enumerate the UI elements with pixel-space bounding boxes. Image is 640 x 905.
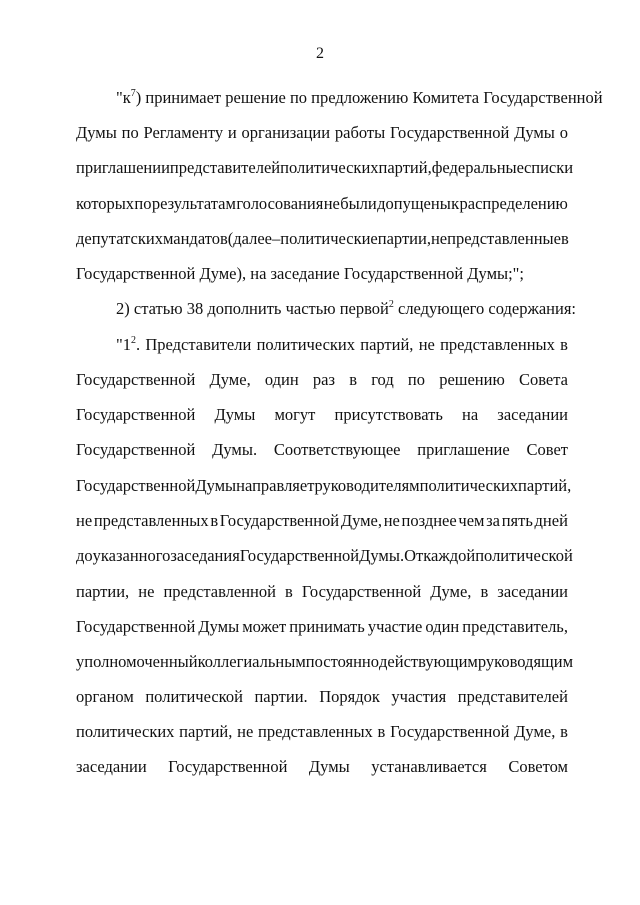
text-line: [116, 335, 568, 355]
text-word: заседании: [497, 582, 568, 601]
text-word: не: [237, 722, 254, 741]
text-word: Думы: [308, 757, 350, 776]
text-word: Думе,: [430, 582, 472, 601]
text-word: партий,: [378, 158, 432, 177]
text-word: списки: [523, 158, 574, 177]
text-word: политические: [280, 229, 378, 248]
text-word: Государственной: [76, 440, 196, 459]
text-line: [76, 652, 574, 672]
text-word: один: [264, 370, 299, 389]
text-word: Порядок: [319, 687, 380, 706]
text-word: год: [371, 370, 394, 389]
text-word: организации: [241, 123, 331, 142]
text-line: [76, 440, 568, 460]
text-word: партии.: [254, 687, 308, 706]
text-word: распределению: [459, 194, 568, 213]
text-word: в: [210, 511, 219, 530]
text-word: принимать: [289, 617, 365, 636]
text-word: действующим: [379, 652, 478, 671]
text-line: [76, 546, 573, 566]
text-word: Государственной: [76, 405, 196, 424]
text-word: Государственной: [390, 722, 510, 741]
text-word: Думе,: [514, 722, 556, 741]
superscript: 7: [130, 88, 136, 99]
text-word: приглашение: [417, 440, 510, 459]
text-word: органом: [76, 687, 134, 706]
text-word: не: [138, 582, 155, 601]
text-word: которых: [76, 194, 135, 213]
text-word: "$1^2$.: [116, 335, 141, 354]
text-word: Думе,: [209, 370, 251, 389]
text-line: Государственной Думе), на заседание Государственной Думы;";: [76, 264, 524, 283]
text-word: Думе,: [340, 511, 382, 530]
text-line: [76, 511, 568, 531]
text-word: представитель,: [462, 617, 568, 636]
text-line: [76, 229, 568, 249]
text-word: не: [76, 511, 93, 530]
text-word: Представители: [145, 335, 252, 354]
text-word: не: [430, 229, 448, 248]
text-word: (далее: [227, 229, 273, 248]
text-word: заседании: [497, 405, 568, 424]
text-word: Думы: [514, 123, 555, 142]
text-line: [76, 617, 568, 637]
text-word: представленных: [258, 722, 373, 741]
text-word: по: [407, 370, 425, 389]
text-word: были: [340, 194, 377, 213]
text-word: Государственной: [168, 757, 288, 776]
text-word: позднее: [401, 511, 457, 530]
text-word: –: [272, 229, 281, 248]
text-word: чем: [458, 511, 485, 530]
text-word: Соответствующее: [273, 440, 401, 459]
text-word: уполномоченный: [76, 652, 198, 671]
text-line: [76, 722, 568, 742]
text-word: приглашении: [76, 158, 170, 177]
text-word: о: [559, 123, 568, 142]
text-word: в: [349, 370, 357, 389]
text-line: [76, 757, 568, 777]
text-word: политических: [280, 158, 379, 177]
text-word: "$к^7$) принимает решение по предложению Комитета Государственной: [116, 88, 603, 107]
text-word: представленной: [163, 582, 276, 601]
text-word: голосования: [236, 194, 324, 213]
text-line: [76, 370, 568, 390]
text-line: [76, 476, 572, 496]
text-word: представленных: [93, 511, 209, 530]
text-word: заседании: [76, 757, 147, 776]
text-word: участие: [367, 617, 423, 636]
text-word: Думы: [198, 617, 240, 636]
text-word: Совета: [518, 370, 568, 389]
text-word: в: [377, 722, 386, 741]
text-line: [76, 194, 568, 214]
text-word: Государственной: [76, 617, 196, 636]
text-word: и: [227, 123, 237, 142]
text-word: один: [425, 617, 460, 636]
text-word: коллегиальным: [197, 652, 306, 671]
text-word: Думы.: [359, 546, 405, 565]
text-word: руководящим: [477, 652, 574, 671]
text-word: депутатских: [76, 229, 163, 248]
text-word: партий,: [518, 476, 572, 495]
text-word: постоянно: [305, 652, 380, 671]
text-word: по: [134, 194, 152, 213]
text-word: От: [404, 546, 424, 565]
text-word: Регламенту: [143, 123, 224, 142]
text-word: политических: [419, 476, 519, 495]
text-line: [76, 582, 568, 602]
text-word: руководителям: [314, 476, 420, 495]
text-word: за: [486, 511, 500, 530]
text-word: может: [242, 617, 287, 636]
text-word: дней: [534, 511, 568, 530]
text-word: представленных: [440, 335, 555, 354]
text-word: не: [323, 194, 340, 213]
text-word: партий,: [360, 335, 414, 354]
text-word: на: [462, 405, 479, 424]
text-word: партии,: [76, 582, 130, 601]
text-word: направляет: [236, 476, 315, 495]
text-word: указанного: [92, 546, 171, 565]
text-word: мандатов: [162, 229, 228, 248]
text-word: Думы: [214, 405, 256, 424]
text-word: Государственной: [239, 546, 360, 565]
text-word: допущены: [377, 194, 451, 213]
text-word: Государственной: [219, 511, 340, 530]
text-word: могут: [274, 405, 316, 424]
text-word: в: [285, 582, 293, 601]
text-word: к: [451, 194, 460, 213]
text-word: не: [418, 335, 435, 354]
text-word: политической: [475, 546, 573, 565]
page-number: 2: [316, 45, 324, 62]
text-word: Думы: [76, 123, 117, 142]
text-word: решению: [439, 370, 505, 389]
text-word: до: [76, 546, 93, 565]
text-word: результатам: [151, 194, 236, 213]
text-word: Советом: [508, 757, 568, 776]
text-word: политических: [76, 722, 175, 741]
text-word: участия: [391, 687, 447, 706]
text-word: представителей: [169, 158, 281, 177]
text-word: работы: [334, 123, 386, 142]
text-word: федеральные: [431, 158, 524, 177]
text-word: Совет: [526, 440, 568, 459]
text-word: заседания: [170, 546, 240, 565]
text-line: [116, 88, 603, 108]
text-word: Думы.: [212, 440, 258, 459]
text-word: Думы: [195, 476, 237, 495]
text-word: раз: [312, 370, 336, 389]
text-line: [76, 687, 568, 707]
text-word: политической: [145, 687, 243, 706]
text-word: в: [480, 582, 489, 601]
text-line: [76, 405, 568, 425]
text-word: не: [383, 511, 400, 530]
text-word: устанавливается: [371, 757, 487, 776]
text-word: в: [560, 722, 568, 741]
text-word: присутствовать: [334, 405, 443, 424]
text-word: каждой: [423, 546, 476, 565]
text-word: Государственной: [76, 476, 196, 495]
text-word: представителей: [457, 687, 568, 706]
text-line: 2) статью 38 дополнить частью первой$^2$ следующего содержания:: [116, 299, 577, 318]
text-word: в: [560, 229, 569, 248]
superscript: 2: [131, 335, 136, 346]
superscript: 2: [388, 299, 394, 310]
text-word: Государственной: [389, 123, 510, 142]
text-word: в: [560, 335, 568, 354]
text-word: партии,: [377, 229, 431, 248]
text-line: [76, 158, 574, 178]
text-word: политических: [256, 335, 355, 354]
text-word: по: [121, 123, 139, 142]
text-word: пять: [501, 511, 533, 530]
text-word: представленные: [447, 229, 561, 248]
text-word: Государственной: [76, 370, 196, 389]
text-line: [76, 123, 568, 143]
text-word: партий,: [179, 722, 233, 741]
text-word: Государственной: [301, 582, 422, 601]
